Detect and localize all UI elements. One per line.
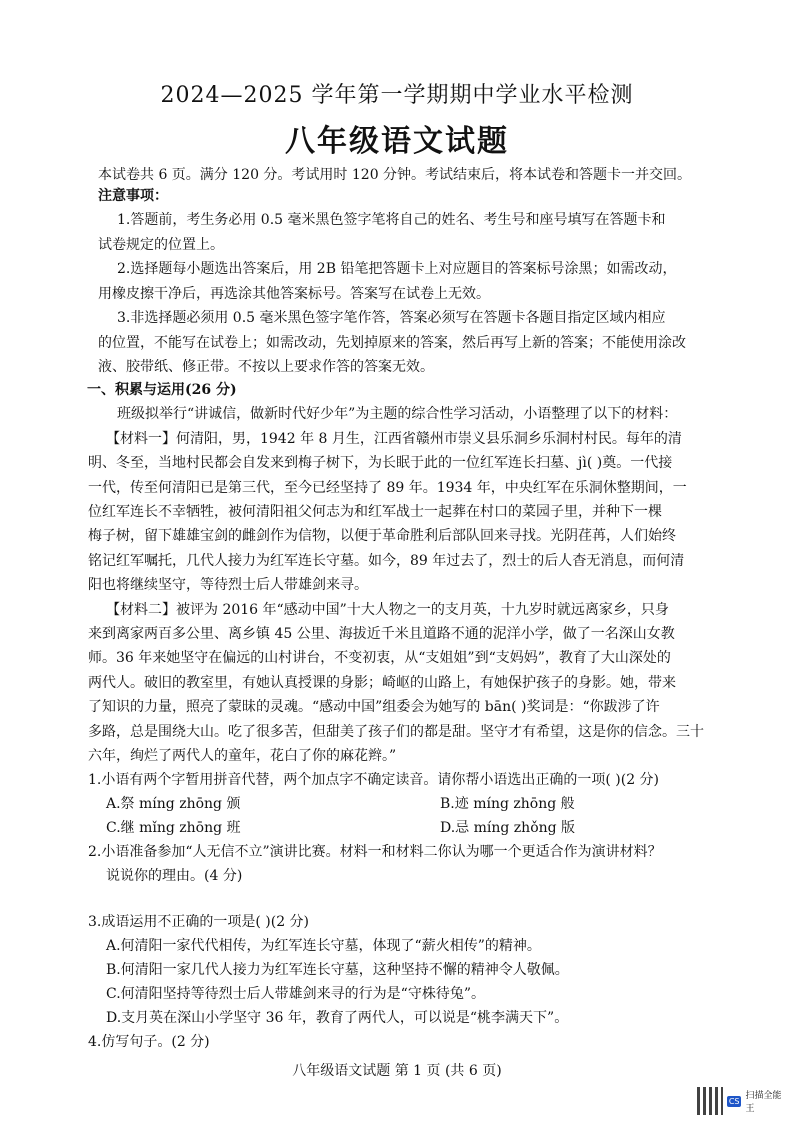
section-heading: 一、积累与运用(26 分) [87, 382, 237, 398]
material2-line: 【材料二】被评为 2016 年“感动中国”十大人物之一的支月英，十九岁时就远离家乡，只身 [106, 602, 669, 618]
material2-line: 多路，总是围绕大山。吃了很多苦，但甜美了孩子们的都是甜。坚守才有希望，这是你的信念。三十 [88, 724, 704, 740]
page-title: 八年级语文试题 [285, 124, 509, 159]
material1-line: 铭记红军嘱托，几代人接力为红军连长守墓。如今，89 年过去了，烈士的后人杳无消息，而何清 [88, 553, 685, 569]
notice-3a: 3.非选择题必须用 0.5 毫米黑色签字笔作答，答案必须写在答题卡各题目指定区域内相应 [117, 310, 666, 326]
question-3-option-b: B.何清阳一家几代人接力为红军连长守墓，这种坚持不懈的精神令人敬佩。 [106, 962, 569, 978]
material1-line: 位红军连长不幸牺牲，被何清阳祖父何志为和红军战士一起葬在村口的菜园子里，并种下一棵 [88, 504, 662, 520]
question-3-option-d: D.支月英在深山小学坚守 36 年，教育了两代人，可以说是“桃李满天下”。 [106, 1010, 569, 1026]
question-1-option-d: D.忌 míng zhǒng 版 [440, 820, 576, 836]
notice-2a: 2.选择题每小题选出答案后，用 2B 铅笔把答题卡上对应题目的答案标号涂黑；如需改动， [117, 261, 677, 277]
notice-2b: 用橡皮擦干净后，再选涂其他答案标号。答案写在试卷上无效。 [98, 286, 490, 302]
notice-1a: 1.答题前，考生务必用 0.5 毫米黑色签字笔将自己的姓名、考生号和座号填写在答题卡和 [117, 212, 666, 228]
question-3-option-a: A.何清阳一家代代相传，为红军连长守墓，体现了“薪火相传”的精神。 [106, 938, 541, 954]
notice-heading: 注意事项： [98, 188, 168, 204]
question-1-stem: 1.小语有两个字暂用拼音代替，两个加点字不确定读音。请你帮小语选出正确的一项( )(2 分) [88, 772, 660, 788]
material1-line: 明、冬至，当地村民都会自发来到梅子树下，为长眠于此的一位红军连长扫墓、jì( )奠。一代接 [88, 455, 673, 471]
scanner-app-name: 扫描全能王 [745, 1091, 782, 1114]
question-1-option-a: A.祭 míng zhōng 颁 [106, 796, 241, 812]
material2-line: 师。36 年来她坚守在偏远的山村讲台，不变初衷，从“支姐姐”到“支妈妈”，教育了大山深处的 [88, 650, 671, 666]
material2-line: 来到离家两百多公里、离乡镇 45 公里、海拔近千米且道路不通的泥洋小学，做了一名深山女教 [88, 626, 675, 642]
question-3-stem: 3.成语运用不正确的一项是( )(2 分) [88, 914, 310, 930]
notice-3c: 液、胶带纸、修正带。不按以上要求作答的答案无效。 [98, 359, 434, 375]
notice-1b: 试卷规定的位置上。 [98, 237, 224, 253]
material1-line: 【材料一】何清阳，男，1942 年 8 月生，江西省赣州市崇义县乐洞乡乐洞村村民。每年的清 [106, 431, 682, 447]
scanner-watermark [697, 1084, 787, 1118]
question-1-option-c: C.继 mǐng zhōng 班 [106, 820, 241, 836]
intro-line: 本试卷共 6 页。满分 120 分。考试用时 120 分钟。考试结束后，将本试卷和答题卡一并交回。 [98, 167, 692, 183]
section-lead: 班级拟举行“讲诚信，做新时代好少年”为主题的综合性学习活动，小语整理了以下的材料： [117, 406, 678, 422]
material2-line: 了知识的力量，照亮了蒙昧的灵魂。“感动中国”组委会为她写的 bān( )奖词是：“你跋涉了许 [88, 699, 660, 715]
notice-3b: 的位置，不能写在试卷上；如需改动，先划掉原来的答案，然后再写上新的答案；不能使用涂改 [98, 335, 686, 351]
question-2-stem: 2.小语准备参加“人无信不立”演讲比赛。材料一和材料二你认为哪一个更适合作为演讲材料？ [88, 844, 662, 860]
question-4-stem: 4.仿写句子。(2 分) [88, 1034, 210, 1050]
camscanner-logo-icon: CS [728, 1096, 740, 1106]
material1-line: 阳也将继续坚守，等待烈士后人带雄剑来寻。 [88, 577, 368, 593]
question-2-stem-cont: 说说你的理由。(4 分) [106, 868, 243, 884]
page-footer: 八年级语文试题 第 1 页 (共 6 页) [292, 1063, 502, 1079]
question-3-option-c: C.何清阳坚持等待烈士后人带雄剑来寻的行为是“守株待兔”。 [106, 986, 485, 1002]
material1-line: 一代，传至何清阳已是第三代，至今已经坚持了 89 年。1934 年，中央红军在乐洞休整期间，一 [88, 480, 687, 496]
exam-header-line: 2024—2025 学年第一学期期中学业水平检测 [160, 83, 634, 108]
material2-line: 六年，绚烂了两代人的童年，花白了你的麻花辫。” [88, 748, 397, 764]
material2-line: 两代人。破旧的教室里，有她认真授课的身影；崎岖的山路上，有她保护孩子的身影。她，带来 [88, 675, 676, 691]
qr-code-icon [697, 1087, 723, 1115]
question-1-option-b: B.迹 míng zhōng 般 [440, 796, 575, 812]
material1-line: 梅子树，留下雄雄宝剑的雌剑作为信物，以便于革命胜利后部队回来寻找。光阴荏苒，人们始终 [88, 528, 676, 544]
